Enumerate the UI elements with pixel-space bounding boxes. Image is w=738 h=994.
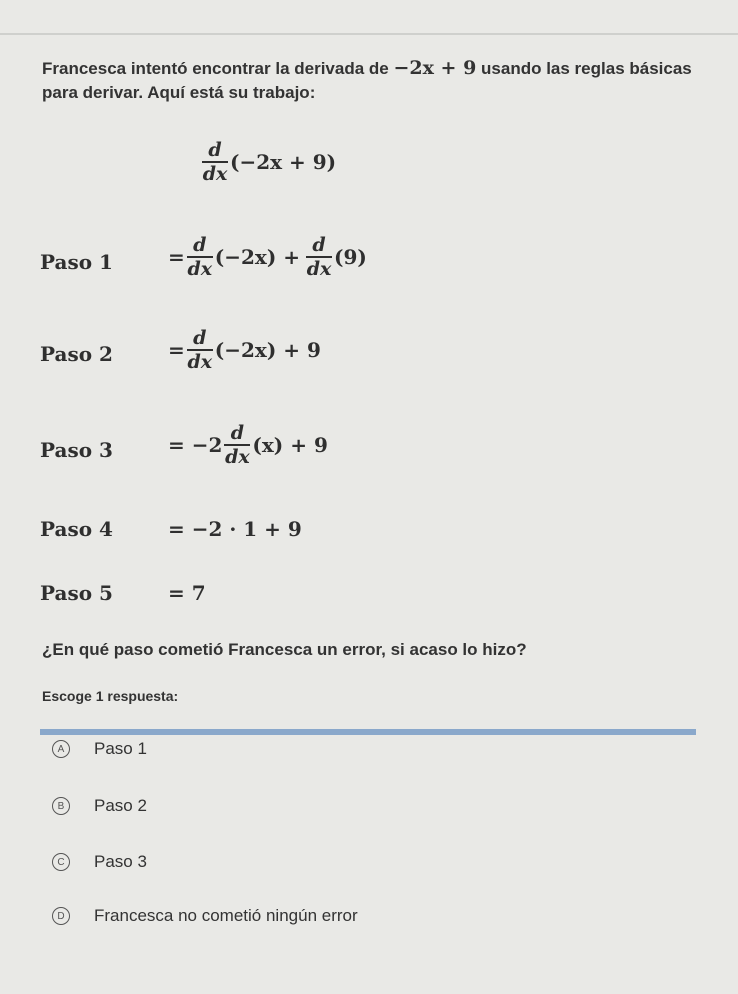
step-label-5: Paso 5 <box>40 581 113 605</box>
equals-sign: = <box>168 338 185 362</box>
choose-label: Escoge 1 respuesta: <box>42 688 179 704</box>
derivative-operator: $\frac{d}{dx}$ <box>306 234 332 280</box>
step2-expr: (−2x) + 9 <box>214 338 321 362</box>
radio-b-icon[interactable]: B <box>52 797 70 815</box>
intro-expression: −2x + 9 <box>393 57 477 79</box>
step4-expr: = −2 · 1 + 9 <box>168 517 302 541</box>
start-expression <box>200 140 336 184</box>
radio-a-icon[interactable]: A <box>52 740 70 758</box>
step-label-1: Paso 1 <box>40 250 113 274</box>
option-d-label: Francesca no cometió ningún error <box>94 906 358 925</box>
start-expr-text: (−2x + 9) <box>230 150 337 174</box>
option-d[interactable] <box>52 906 358 926</box>
question-text: ¿En qué paso cometió Francesca un error, si acaso lo hizo? <box>42 640 527 659</box>
option-c-label: Paso 3 <box>94 852 147 871</box>
derivative-operator: $\frac{d}{dx}$ <box>225 422 250 468</box>
step3-prefix: = −2 <box>168 433 223 457</box>
derivative-operator: $\frac{d}{dx}$ <box>187 327 213 373</box>
step1-expr-a: (−2x) + <box>214 245 301 269</box>
option-b-label: Paso 2 <box>94 796 147 815</box>
problem-intro <box>42 56 692 105</box>
intro-text-before: Francesca intentó encontrar la derivada de <box>42 59 394 78</box>
step-label-4: Paso 4 <box>40 517 113 541</box>
step1-expr-b: (9) <box>334 245 367 269</box>
step-label-2: Paso 2 <box>40 342 113 366</box>
step3-expr: (x) + 9 <box>252 433 328 457</box>
option-a-label: Paso 1 <box>94 739 147 758</box>
step5-expr: = 7 <box>168 581 206 605</box>
equals-sign: = <box>168 245 185 269</box>
top-divider <box>0 33 738 35</box>
option-b[interactable] <box>52 796 147 816</box>
step3-expression <box>168 423 328 467</box>
radio-c-icon[interactable]: C <box>52 853 70 871</box>
derivative-operator: $\frac{d}{dx}$ <box>202 139 228 185</box>
step1-expression <box>168 235 367 279</box>
derivative-operator: $\frac{d}{dx}$ <box>187 234 213 280</box>
step5-expression <box>168 581 206 605</box>
option-a[interactable] <box>52 739 147 759</box>
step4-expression <box>168 517 302 541</box>
step-label-3: Paso 3 <box>40 438 113 462</box>
radio-d-icon[interactable]: D <box>52 907 70 925</box>
options-divider <box>40 729 696 735</box>
intro-text-after: usando las reglas básicas para derivar. Aquí está su trabajo: <box>42 59 692 102</box>
step2-expression <box>168 328 321 372</box>
option-c[interactable] <box>52 852 147 872</box>
